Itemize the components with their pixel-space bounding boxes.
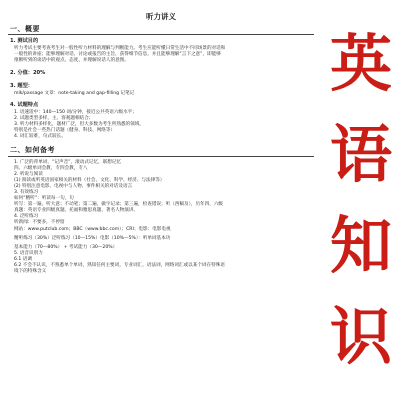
list-item: 6.2 不会不认识，不熟悉单个单词，熟知任何主要词，专业词汇，语法词，网络词汇或以某个词在特殊语 xyxy=(14,263,225,268)
paragraph-line: 听力考试主要考查考生对一般性听力材料的理解与判断能力。考生应能听懂日常生活中不同场景的对话和 xyxy=(14,46,226,52)
section-rule xyxy=(8,34,314,35)
list-item: 听新闻：不要多，不停留 xyxy=(14,220,65,226)
list-item: 1. 广泛的背单词，“记声音”，滚动式记忆，联想记忆 xyxy=(14,159,122,165)
list-item: 特别是社会一些热门话题（健身、科技、网络等） xyxy=(14,128,116,134)
list-item: 6.1 语调 xyxy=(14,256,32,262)
side-title-vertical xyxy=(322,0,400,400)
list-item: 1. 语速适中：140—150 词/分钟，接近公共英语六级水平； xyxy=(14,109,137,115)
handout-document xyxy=(6,6,316,394)
subheading-features: 4. 试题特点 xyxy=(10,101,39,108)
handout-title: 听力讲义 xyxy=(146,12,176,21)
paragraph-line: 推断听到的谈话中的观点、态度、并理解说话人的意图。 xyxy=(14,58,129,64)
paragraph-line: 一般性的讲座；能够理解对话、讨论或报告的主旨，获得细节信息，并且能够理解“言下之意”，即能够 xyxy=(14,52,221,58)
side-title-char: 语 xyxy=(329,117,392,191)
list-item: 真题：英语专业四级真题、托福和雅思真题、著名人物演讲、 xyxy=(14,208,139,214)
list-item: 基本能力（70—80%） + 考试能力（30—20%） xyxy=(14,244,118,250)
list-item: 3. 有效练习 xyxy=(14,189,39,195)
list-item: 精听练习（30%）泛听练习（10—15%）电影（10%—5%）：听单词基本功 xyxy=(14,235,171,241)
list-item: 境下的特殊含义 xyxy=(14,269,47,275)
list-item: 2. 试题类型多样，主、客观题相结合； xyxy=(14,116,94,122)
subheading-question-type: 3. 题型： xyxy=(10,82,33,89)
list-item: 4. 泛听练习 xyxy=(14,214,39,220)
subheading-purpose: 1. 测试目的 xyxy=(10,38,39,45)
list-item: 如何“精听”：听读每一句，句 xyxy=(14,196,74,202)
list-item: 四、六级单词会教，专四会教，专八 xyxy=(14,165,88,171)
list-item: 4. 词汇较难，句式较长。 xyxy=(14,134,66,140)
list-item: (1) 阅读或听英语国家相关的材料（社会、文化、科学、经济、与法律等） xyxy=(14,177,165,183)
paragraph-line: mlk/passage 文章：note-taking and gap-filling 记笔记 xyxy=(14,90,135,96)
list-item: 听写：第一遍，听大意；不动笔；第二遍，做字记录；第三遍，检查错误；听（西稿及），历年四，六级 xyxy=(14,202,224,208)
side-title-char: 知 xyxy=(329,208,392,282)
list-item: 5. 语音识别力 xyxy=(14,250,43,256)
list-item: (2) 特别注意电影、电视中与人物、事件相关的对话及语言 xyxy=(14,183,133,189)
section-rule xyxy=(8,156,314,157)
side-title-char: 识 xyxy=(329,299,392,373)
list-item: 网站：www.putclub.com；BBC（www.bbc.com）；CRI；电影：电影电视 xyxy=(14,226,171,232)
section-heading-preparation: 二、如何备考 xyxy=(10,146,55,155)
list-item: 3. 听力材料多样化，题材广泛，但大多数为考生所熟悉的领域， xyxy=(14,122,144,128)
list-item: 2. 听说与阅读 xyxy=(14,171,43,177)
subheading-score: 2. 分值：20% xyxy=(10,69,46,76)
section-heading-overview: 一、概要 xyxy=(10,25,40,34)
side-title-char: 英 xyxy=(329,26,392,100)
